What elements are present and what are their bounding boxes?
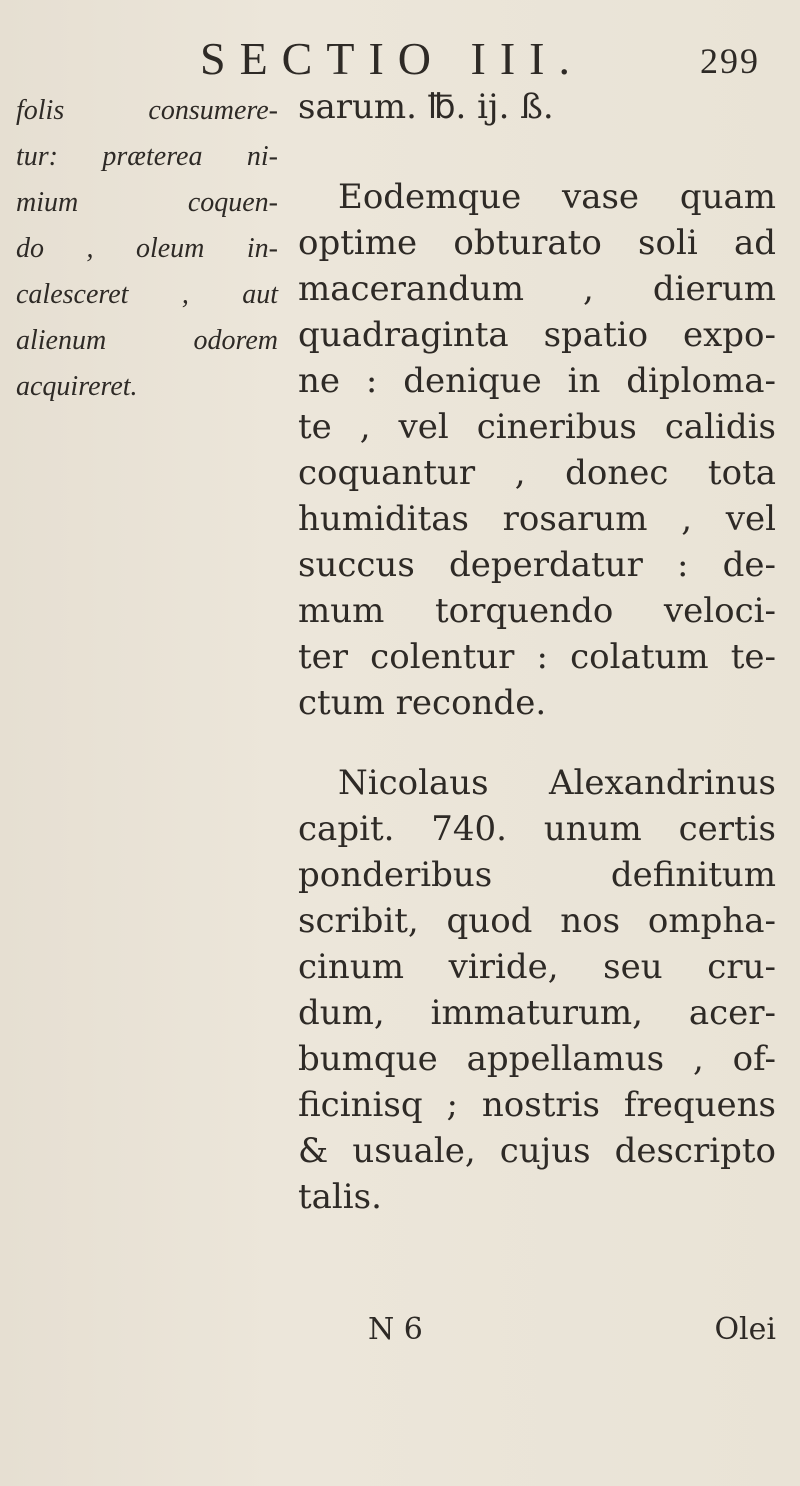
text-line: ctum reconde.	[298, 683, 547, 723]
text-line: talis.	[298, 1177, 382, 1217]
text-line: ne : denique in diploma-	[298, 361, 776, 401]
margin-note-line: tur: præterea ni-	[16, 141, 278, 172]
signature-mark: N 6	[368, 1312, 423, 1347]
paragraph-gap	[298, 726, 776, 760]
margin-note-line: do , oleum in-	[16, 233, 278, 264]
text-line: te , vel cineribus calidis	[298, 407, 776, 447]
section-label: SECTIO III.	[200, 33, 584, 84]
running-header	[200, 34, 760, 84]
text-line: succus deperdatur : de-	[298, 545, 776, 585]
opening-line: sarum. ℔. ij. ß.	[298, 87, 554, 127]
page-number: 299	[700, 41, 760, 81]
text-line: dum, immaturum, acer-	[298, 993, 776, 1033]
text-line: cinum viride, seu cru-	[298, 947, 776, 987]
text-line: coquantur , donec tota	[298, 453, 776, 493]
paragraph-2	[298, 760, 776, 1220]
text-line: Eodemque vase quam	[338, 177, 776, 217]
text-line: ponderibus definitum	[298, 855, 776, 895]
main-text	[298, 84, 776, 1220]
text-line: & usuale, cujus descripto	[298, 1131, 776, 1171]
text-line: scribit, quod nos ompha-	[298, 901, 776, 941]
catchword: Olei	[714, 1312, 776, 1347]
text-line: macerandum , dierum	[298, 269, 776, 309]
margin-note-line: mium coquen-	[16, 187, 278, 218]
margin-note-line: folis consumere-	[16, 95, 278, 126]
text-line: bumque appellamus , of-	[298, 1039, 776, 1079]
text-line: ficinisq ; nostris frequens	[298, 1085, 776, 1125]
text-line: humiditas rosarum , vel	[298, 499, 776, 539]
text-line: optime obturato soli ad	[298, 223, 776, 263]
margin-note-line: acquireret.	[16, 371, 138, 402]
paragraph-1	[298, 174, 776, 726]
margin-note-line: alienum odorem	[16, 325, 278, 356]
text-line: quadraginta spatio expo-	[298, 315, 776, 355]
text-line: ter colentur : colatum te-	[298, 637, 776, 677]
margin-note	[16, 88, 278, 410]
text-line: Nicolaus Alexandrinus	[338, 763, 776, 803]
text-line: mum torquendo veloci-	[298, 591, 776, 631]
margin-note-line: calesceret , aut	[16, 279, 278, 310]
text-line: capit. 740. unum certis	[298, 809, 776, 849]
